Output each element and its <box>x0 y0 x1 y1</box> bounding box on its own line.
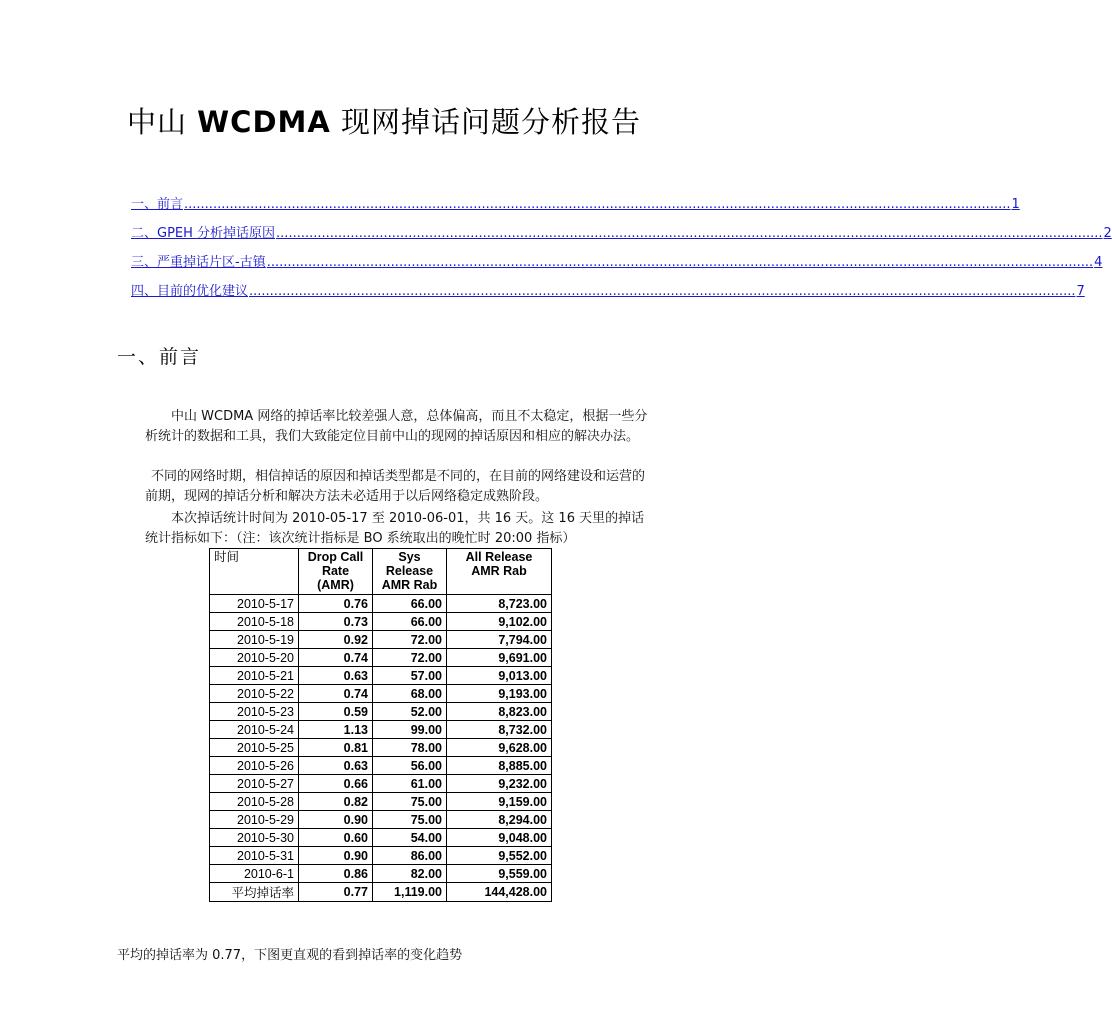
title-prefix: 中山 <box>126 105 198 139</box>
table-row <box>210 721 552 739</box>
cell-date: 2010-5-29 <box>210 811 299 829</box>
toc-page-number: 4 <box>1094 255 1103 270</box>
toc-link[interactable] <box>131 270 1085 299</box>
title-suffix: 现网掉话问题分析报告 <box>330 105 642 139</box>
table-row <box>210 703 552 721</box>
cell-all-release: 9,048.00 <box>447 829 552 847</box>
cell-drop-call-rate: 0.90 <box>299 847 373 865</box>
cell-all-release: 8,823.00 <box>447 703 552 721</box>
col-header-text: All Release AMR Rab <box>465 550 533 578</box>
cell-all-release: 9,013.00 <box>447 667 552 685</box>
cell-drop-call-rate: 1.13 <box>299 721 373 739</box>
toc-leader-dots: ........................................................................................................................................................................................................ <box>249 284 1076 299</box>
cell-sys-release: 82.00 <box>373 865 447 883</box>
cell-all-release: 9,159.00 <box>447 793 552 811</box>
cell-drop-call-rate: 0.60 <box>299 829 373 847</box>
table-row <box>210 811 552 829</box>
cell-all-release: 8,294.00 <box>447 811 552 829</box>
cell-drop-call-rate: 0.63 <box>299 667 373 685</box>
cell-drop-call-rate: 0.82 <box>299 793 373 811</box>
cell-date: 2010-5-27 <box>210 775 299 793</box>
table-row <box>210 865 552 883</box>
cell-sys-release: 86.00 <box>373 847 447 865</box>
cell-sys-release: 66.00 <box>373 613 447 631</box>
cell-date: 2010-5-28 <box>210 793 299 811</box>
toc-label: 三、严重掉话片区-古镇 <box>131 255 266 270</box>
table-of-contents <box>131 183 1112 299</box>
cell-date: 2010-5-17 <box>210 595 299 613</box>
toc-leader-dots: ........................................................................................................................................................................................................ <box>266 255 1094 270</box>
table-row <box>210 883 552 902</box>
cell-all-release: 9,232.00 <box>447 775 552 793</box>
col-header-drop-call-rate <box>299 549 373 595</box>
cell-all-release: 9,628.00 <box>447 739 552 757</box>
cell-date: 平均掉话率 <box>210 883 299 902</box>
document-title <box>0 100 768 141</box>
cell-sys-release: 68.00 <box>373 685 447 703</box>
cell-drop-call-rate: 0.90 <box>299 811 373 829</box>
cell-date: 2010-5-31 <box>210 847 299 865</box>
cell-date: 2010-5-24 <box>210 721 299 739</box>
toc-link[interactable] <box>131 183 1020 212</box>
cell-sys-release: 78.00 <box>373 739 447 757</box>
cell-date: 2010-5-30 <box>210 829 299 847</box>
toc-link[interactable] <box>131 212 1112 241</box>
toc-leader-dots: ........................................................................................................................................................................................................ <box>184 197 1011 212</box>
table-row <box>210 739 552 757</box>
cell-date: 2010-5-23 <box>210 703 299 721</box>
cell-sys-release: 57.00 <box>373 667 447 685</box>
cell-all-release: 9,691.00 <box>447 649 552 667</box>
table-row <box>210 847 552 865</box>
cell-all-release: 8,732.00 <box>447 721 552 739</box>
cell-drop-call-rate: 0.59 <box>299 703 373 721</box>
table-row <box>210 829 552 847</box>
table-row <box>210 793 552 811</box>
cell-date: 2010-5-26 <box>210 757 299 775</box>
col-header-all-release <box>447 549 552 595</box>
cell-all-release: 7,794.00 <box>447 631 552 649</box>
cell-all-release: 144,428.00 <box>447 883 552 902</box>
table-row <box>210 757 552 775</box>
toc-page-number: 2 <box>1103 226 1112 241</box>
cell-drop-call-rate: 0.63 <box>299 757 373 775</box>
cell-sys-release: 75.00 <box>373 793 447 811</box>
cell-sys-release: 52.00 <box>373 703 447 721</box>
toc-label: 二、GPEH 分析掉话原因 <box>131 226 276 241</box>
table-header-row <box>210 549 552 595</box>
cell-date: 2010-5-22 <box>210 685 299 703</box>
drop-call-stats-table <box>209 548 552 902</box>
col-header-time: 时间 <box>210 549 299 595</box>
cell-sys-release: 99.00 <box>373 721 447 739</box>
table-row <box>210 685 552 703</box>
table-row <box>210 631 552 649</box>
cell-drop-call-rate: 0.86 <box>299 865 373 883</box>
cell-sys-release: 75.00 <box>373 811 447 829</box>
cell-sys-release: 66.00 <box>373 595 447 613</box>
table-row <box>210 595 552 613</box>
cell-date: 2010-5-19 <box>210 631 299 649</box>
cell-sys-release: 56.00 <box>373 757 447 775</box>
toc-link[interactable] <box>131 241 1103 270</box>
section-heading: 一、前言 <box>117 346 202 368</box>
cell-date: 2010-5-25 <box>210 739 299 757</box>
table-row <box>210 649 552 667</box>
cell-date: 2010-5-21 <box>210 667 299 685</box>
toc-label: 四、目前的优化建议 <box>131 284 249 299</box>
paragraph: 不同的网络时期，相信掉话的原因和掉话类型都是不同的，在目前的网络建设和运营的前期，现网的掉话分析和解决方法未必适用于以后网络稳定成熟阶段。 <box>145 469 646 504</box>
cell-drop-call-rate: 0.76 <box>299 595 373 613</box>
title-bold: WCDMA <box>197 105 331 139</box>
toc-page-number: 1 <box>1011 197 1020 212</box>
cell-date: 2010-5-18 <box>210 613 299 631</box>
cell-sys-release: 61.00 <box>373 775 447 793</box>
table-row <box>210 775 552 793</box>
cell-sys-release: 54.00 <box>373 829 447 847</box>
paragraph: 中山 WCDMA 网络的掉话率比较差强人意，总体偏高，而且不太稳定，根据一些分析统计的数据和工具，我们大致能定位目前中山的现网的掉话原因和相应的解决办法。 <box>145 409 648 444</box>
cell-all-release: 9,102.00 <box>447 613 552 631</box>
cell-sys-release: 1,119.00 <box>373 883 447 902</box>
cell-date: 2010-6-1 <box>210 865 299 883</box>
cell-all-release: 8,723.00 <box>447 595 552 613</box>
col-header-text: Sys Release AMR Rab <box>381 550 438 592</box>
col-header-sys-release <box>373 549 447 595</box>
cell-all-release: 9,193.00 <box>447 685 552 703</box>
cell-drop-call-rate: 0.81 <box>299 739 373 757</box>
cell-all-release: 9,559.00 <box>447 865 552 883</box>
cell-sys-release: 72.00 <box>373 649 447 667</box>
cell-drop-call-rate: 0.66 <box>299 775 373 793</box>
toc-leader-dots: ........................................................................................................................................................................................................ <box>276 226 1103 241</box>
summary-note: 平均的掉话率为 0.77，下图更直观的看到掉话率的变化趋势 <box>117 948 463 963</box>
cell-all-release: 9,552.00 <box>447 847 552 865</box>
cell-drop-call-rate: 0.74 <box>299 685 373 703</box>
toc-label: 一、前言 <box>131 197 184 212</box>
table-row <box>210 613 552 631</box>
cell-drop-call-rate: 0.92 <box>299 631 373 649</box>
cell-drop-call-rate: 0.74 <box>299 649 373 667</box>
cell-drop-call-rate: 0.73 <box>299 613 373 631</box>
toc-page-number: 7 <box>1076 284 1085 299</box>
cell-all-release: 8,885.00 <box>447 757 552 775</box>
cell-drop-call-rate: 0.77 <box>299 883 373 902</box>
table-row <box>210 667 552 685</box>
col-header-text: Drop Call Rate (AMR) <box>307 550 364 592</box>
cell-sys-release: 72.00 <box>373 631 447 649</box>
cell-date: 2010-5-20 <box>210 649 299 667</box>
paragraph: 本次掉话统计时间为 2010-05-17 至 2010-06-01，共 16 天。这 16 天里的掉话统计指标如下：（注：该次统计指标是 BO 系统取出的晚忙时 20:00 指标） <box>145 511 645 546</box>
